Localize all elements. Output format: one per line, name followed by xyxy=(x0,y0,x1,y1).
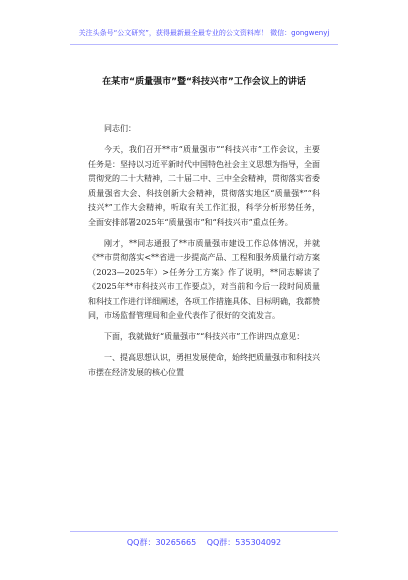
paragraph: 一、提高思想认识，勇担发展使命，始终把质量强市和科技兴市摆在经济发展的核心位置 xyxy=(88,353,320,377)
footer-contact: QQ群：30265665 QQ群：535304092 xyxy=(126,538,282,547)
document-title: 在某市“质量强市”暨“科技兴市”工作会议上的讲话 xyxy=(102,77,306,87)
paragraph: 下面，我就做好“质量强市”“科技兴市”工作讲四点意见： xyxy=(104,332,305,341)
paragraph: 今天，我们召开**市“质量强市”“科技兴市”工作会议，主要任务是：坚持以习近平新时代中国特色社会主义思想为指导，全面贯彻党的二十大精神，二十届二中、三中全会精神，贯彻落实省委质量强省大会、科技创新大会精神，贯彻落实地区“质量强*”“科技兴*”工作大会精神，听取有关工作汇报，科学分析形势任务，全面安排部署2025年“质量强市”和“科技兴市”重点任务。 xyxy=(88,145,320,227)
salutation: 同志们： xyxy=(104,124,136,133)
document-body xyxy=(88,122,320,387)
header-divider xyxy=(70,44,338,45)
footer-divider xyxy=(70,531,338,532)
paragraph: 刚才，**同志通报了**市质量强市建设工作总体情况，并就《**市贯彻落实<**省进一步提高产品、工程和服务质量行动方案（2023—2025年）>任务分工方案》作了说明，**同志解读了《2025年**市科技兴市工作要点》，对当前和今后一段时间质量和科技工作进行详细阐述，各项工作措施具体、目标明确，我都赞同，市场监督管理局和企业代表作了很好的交流发言。 xyxy=(88,238,320,320)
header-banner: 关注头条号“公文研究”，获得最新最全最专业的公文资料库！ 微信：gongwenyj xyxy=(78,29,330,37)
